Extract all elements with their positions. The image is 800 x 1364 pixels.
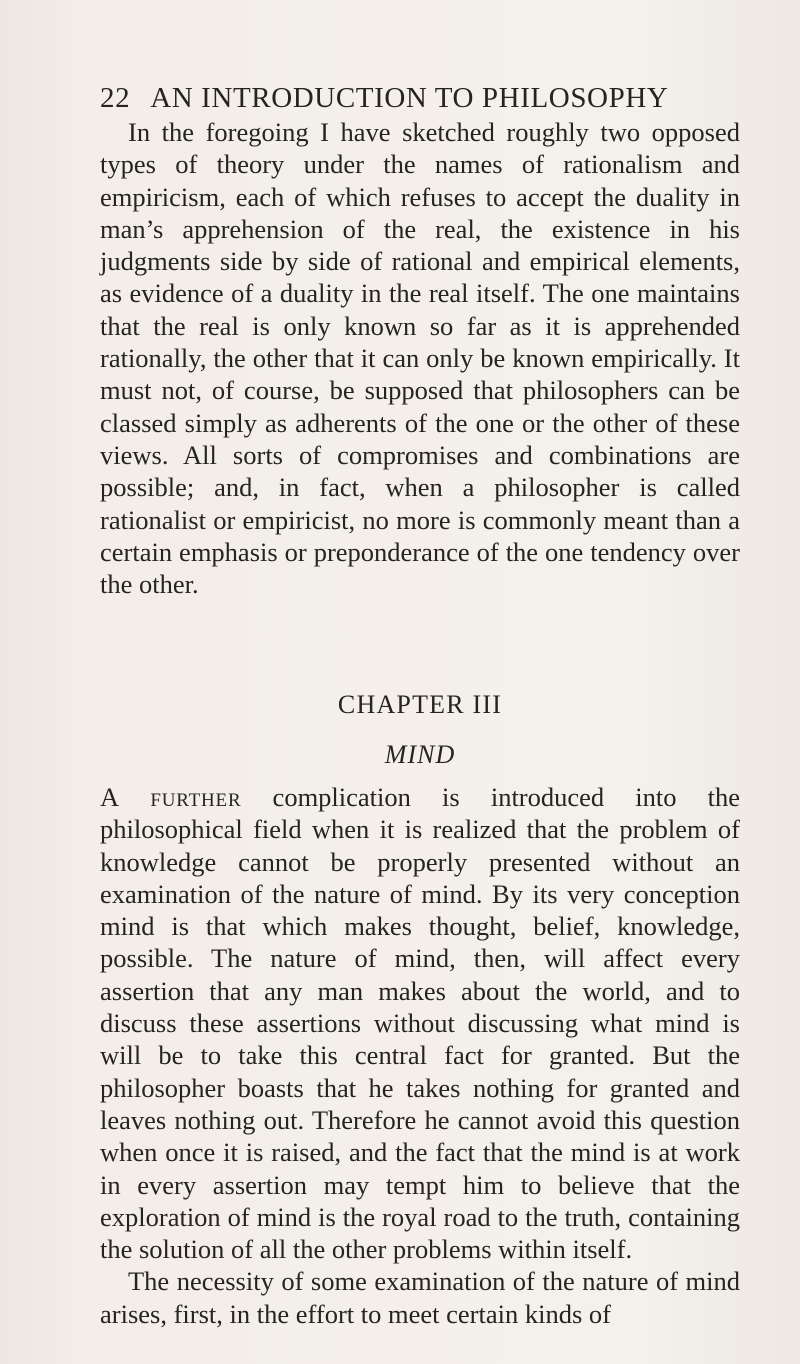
lead-in-smallcaps: A further [100,782,242,812]
body-text-lower [100,781,740,1330]
paragraph-mind-intro-text: complication is introduced into the philosophical field when it is realized that the problem of knowledge cannot be properly presented without an examination of the nature of mind. By its very conception mind is that which makes thought, belief, knowledge, possible. The nature of mind, then, will affect every assertion that any man makes about the world, and to discuss these assertions without discussing what mind is will be to take this central fact for granted. But the philosopher boasts that he takes nothing for granted and leaves nothing out. Therefore he cannot avoid this question when once it is raised, and the fact that the mind is at work in every assertion may tempt him to believe that the exploration of mind is the royal road to the truth, containing the solution of all the other problems within itself. [100,782,740,1265]
chapter-title: MIND [384,740,456,769]
paragraph-necessity: The necessity of some examination of the nature of mind arises, first, in the effort to meet certain kinds of [100,1266,740,1329]
running-header [100,78,740,118]
paragraph-rationalism-empiricism: In the foregoing I have sketched roughly two opposed types of theory under the names of rationalism and empiricism, each of which refuses to accept the duality in man’s apprehension of the real, the existence in his judgments side by side of rational and empirical elements, as evidence of a duality in the real itself. The one maintains that the real is only known so far as it is apprehended rationally, the other that it can only be known empirically. It must not, of course, be supposed that philosophers can be classed simply as adherents of the one or the other of these views. All sorts of compromises and combinations are possible; and, in fact, when a philosopher is called rationalist or empiricist, no more is commonly meant than a certain emphasis or preponderance of the one tendency over the other. [100,117,740,600]
body-text-upper [100,116,740,600]
running-title: AN INTRODUCTION TO PHILOSOPHY [150,82,669,114]
paragraph-mind-intro [100,781,740,1265]
page-number: 22 [100,82,131,114]
chapter-number: CHAPTER III [337,690,503,719]
